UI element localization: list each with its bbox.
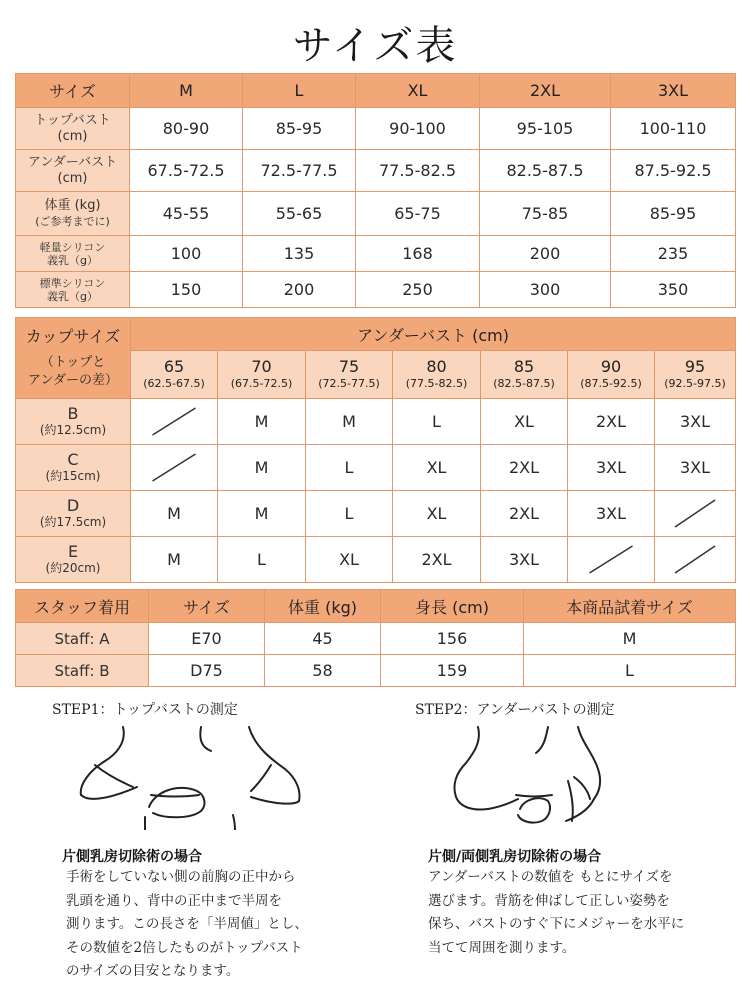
- under-bust-col-header: 65 (62.5-67.5): [131, 351, 218, 399]
- table-cell: L: [524, 655, 736, 687]
- table-cell: 67.5-72.5: [130, 150, 243, 192]
- table-row: [16, 491, 736, 537]
- table-cell: M: [306, 399, 393, 445]
- table-cell: 300: [480, 272, 611, 308]
- under-bust-col-header: 95 (92.5-97.5): [655, 351, 736, 399]
- size-table-header-row: [16, 74, 736, 108]
- table-cell: 250: [356, 272, 480, 308]
- step2-paragraph: [428, 866, 684, 960]
- step1-line: その数値を2倍したものがトップバスト: [66, 939, 303, 956]
- table-row: [16, 192, 736, 236]
- row-label: 標準シリコン 義乳（g）: [16, 272, 130, 308]
- table-cell: 45: [265, 623, 381, 655]
- staff-name: Staff: A: [16, 623, 149, 655]
- table-cell: 150: [130, 272, 243, 308]
- row-label: 体重 (kg) (ご参考までに): [16, 192, 130, 236]
- step1-line: 手術をしていない側の前胸の正中から: [66, 869, 296, 885]
- step1-title: STEP1：トップバストの測定: [52, 702, 238, 718]
- table-cell: M: [218, 445, 306, 491]
- table-cell: 90-100: [356, 108, 480, 150]
- table-row: [16, 655, 736, 687]
- table-cell: 72.5-77.5: [243, 150, 356, 192]
- step1-paragraph-title: 片側乳房切除術の場合: [62, 849, 202, 865]
- table-cell: XL: [393, 445, 481, 491]
- step1-line: 測ります。この長さを「半周値」とし、: [66, 916, 308, 932]
- staff-header: 体重 (kg): [265, 590, 381, 623]
- table-cell: 87.5-92.5: [611, 150, 736, 192]
- table-row: [16, 150, 736, 192]
- row-label: 軽量シリコン 義乳（g）: [16, 236, 130, 272]
- table-cell: M: [131, 491, 218, 537]
- staff-header: 身長 (cm): [381, 590, 524, 623]
- staff-header: 本商品試着サイズ: [524, 590, 736, 623]
- under-bust-header: アンダーバスト (cm): [131, 318, 736, 351]
- page-title: サイズ表: [292, 23, 458, 69]
- table-cell: 85-95: [243, 108, 356, 150]
- top-bust-illustration-icon: [75, 725, 305, 830]
- table-cell: 45-55: [130, 192, 243, 236]
- table-cell: 2XL: [568, 399, 655, 445]
- under-bust-col-header: 85 (82.5-87.5): [481, 351, 568, 399]
- table-row: [16, 445, 736, 491]
- table-cell: E70: [149, 623, 265, 655]
- not-available-slash: [655, 491, 736, 537]
- table-cell: XL: [481, 399, 568, 445]
- table-cell: 95-105: [480, 108, 611, 150]
- table-cell: 100: [130, 236, 243, 272]
- header-m: M: [130, 74, 243, 108]
- table-cell: 3XL: [655, 399, 736, 445]
- not-available-slash: [131, 445, 218, 491]
- header-3xl: 3XL: [611, 74, 736, 108]
- header-2xl: 2XL: [480, 74, 611, 108]
- cup-corner-header: カップサイズ （トップと アンダーの差）: [16, 318, 131, 399]
- step2-line: 選びます。背筋を伸ばして正しい姿勢を: [428, 892, 670, 909]
- under-bust-col-header: 75 (72.5-77.5): [306, 351, 393, 399]
- header-xl: XL: [356, 74, 480, 108]
- step2-line: 当てて周囲を測ります。: [428, 939, 576, 956]
- under-bust-col-header: 90 (87.5-92.5): [568, 351, 655, 399]
- table-cell: 3XL: [655, 445, 736, 491]
- table-cell: L: [306, 445, 393, 491]
- table-row: [16, 108, 736, 150]
- table-cell: 2XL: [481, 445, 568, 491]
- table-row: [16, 623, 736, 655]
- table-cell: L: [393, 399, 481, 445]
- under-bust-illustration-icon: [448, 725, 608, 830]
- table-cell: 3XL: [568, 445, 655, 491]
- table-cell: 75-85: [480, 192, 611, 236]
- cup-row-label: E (約20cm): [16, 537, 131, 583]
- step1-line: のサイズの目安となります。: [66, 963, 240, 979]
- table-cell: 55-65: [243, 192, 356, 236]
- table-cell: M: [131, 537, 218, 583]
- cup-row-label: C (約15cm): [16, 445, 131, 491]
- header-size: サイズ: [16, 74, 130, 108]
- size-table: [15, 73, 736, 308]
- under-bust-col-header: 80 (77.5-82.5): [393, 351, 481, 399]
- table-cell: 82.5-87.5: [480, 150, 611, 192]
- table-row: [16, 537, 736, 583]
- row-label: トップバスト (cm): [16, 108, 130, 150]
- step1-paragraph: [66, 866, 308, 984]
- table-cell: L: [306, 491, 393, 537]
- cup-row-label: B (約12.5cm): [16, 399, 131, 445]
- table-cell: 85-95: [611, 192, 736, 236]
- table-cell: XL: [306, 537, 393, 583]
- not-available-slash: [568, 537, 655, 583]
- table-cell: 3XL: [568, 491, 655, 537]
- table-cell: XL: [393, 491, 481, 537]
- under-bust-col-header: 70 (67.5-72.5): [218, 351, 306, 399]
- table-cell: 235: [611, 236, 736, 272]
- table-cell: 159: [381, 655, 524, 687]
- table-cell: 80-90: [130, 108, 243, 150]
- table-cell: 100-110: [611, 108, 736, 150]
- row-label: アンダーバスト (cm): [16, 150, 130, 192]
- table-cell: M: [524, 623, 736, 655]
- not-available-slash: [131, 399, 218, 445]
- table-cell: L: [218, 537, 306, 583]
- table-cell: 65-75: [356, 192, 480, 236]
- table-cell: 2XL: [393, 537, 481, 583]
- table-cell: 58: [265, 655, 381, 687]
- table-cell: 350: [611, 272, 736, 308]
- table-cell: 135: [243, 236, 356, 272]
- step2-line: アンダーバストの数値を もとにサイズを: [428, 869, 673, 885]
- table-cell: M: [218, 491, 306, 537]
- table-cell: 200: [243, 272, 356, 308]
- table-cell: 156: [381, 623, 524, 655]
- step2-title: STEP2：アンダーバストの測定: [415, 702, 615, 718]
- table-row: [16, 399, 736, 445]
- table-cell: 3XL: [481, 537, 568, 583]
- table-cell: D75: [149, 655, 265, 687]
- not-available-slash: [655, 537, 736, 583]
- step1-line: 乳頭を通り、背中の正中まで半周を: [66, 892, 282, 909]
- staff-header: スタッフ着用: [16, 590, 149, 623]
- cup-size-table: [15, 317, 736, 583]
- header-l: L: [243, 74, 356, 108]
- table-cell: 168: [356, 236, 480, 272]
- table-cell: 77.5-82.5: [356, 150, 480, 192]
- table-row: [16, 272, 736, 308]
- staff-table: [15, 589, 736, 687]
- table-cell: M: [218, 399, 306, 445]
- step2-paragraph-title: 片側/両側乳房切除術の場合: [428, 849, 602, 865]
- table-row: [16, 236, 736, 272]
- step2-line: 保ち、バストのすぐ下にメジャーを水平に: [428, 916, 685, 932]
- cup-row-label: D (約17.5cm): [16, 491, 131, 537]
- table-cell: 2XL: [481, 491, 568, 537]
- staff-name: Staff: B: [16, 655, 149, 687]
- table-cell: 200: [480, 236, 611, 272]
- staff-header: サイズ: [149, 590, 265, 623]
